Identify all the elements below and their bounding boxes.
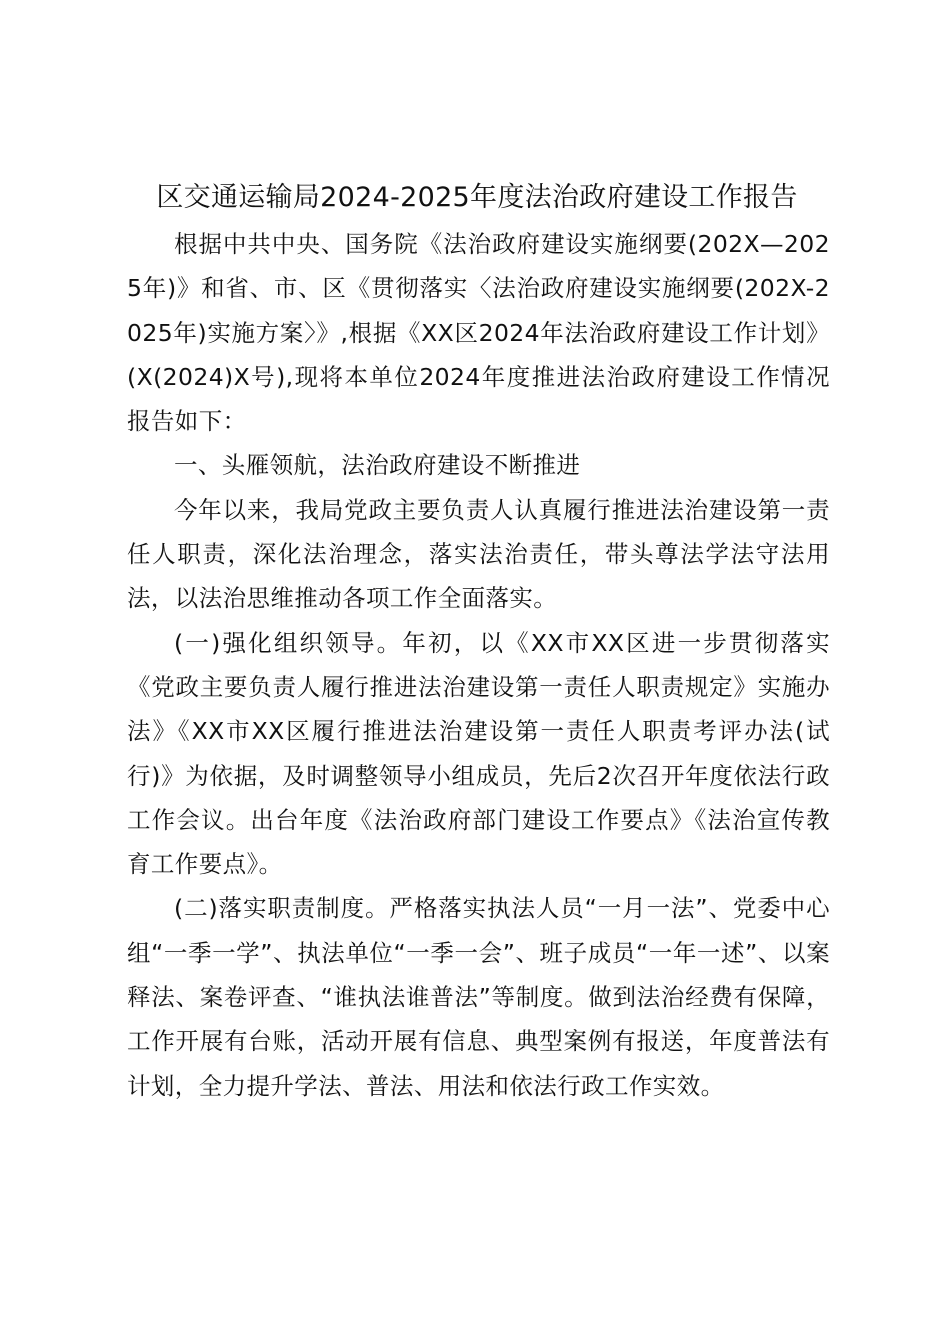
section-1-paragraph: 今年以来，我局党政主要负责人认真履行推进法治建设第一责任人职责，深化法治理念，落实法治责任，带头尊法学法守法用法，以法治思维推动各项工作全面落实。	[127, 495, 830, 613]
section-heading-1: 一、头雁领航，法治政府建设不断推进	[174, 451, 581, 480]
subsection-2-paragraph: (二)落实职责制度。严格落实执法人员“一月一法”、党委中心组“一季一学”、执法单位“一季一会”、班子成员“一年一述”、以案释法、案卷评查、“谁执法谁普法”等制度。做到法治经费有保障，工作开展有台账，活动开展有信息、典型案例有报送，年度普法有计划，全力提升学法、普法、用法和依法行政工作实效。	[127, 894, 830, 1100]
subsection-1-paragraph: (一)强化组织领导。年初，以《XX市XX区进一步贯彻落实《党政主要负责人履行推进法治建设第一责任人职责规定》实施办法》《XX市XX区履行推进法治建设第一责任人职责考评办法(试行)》为依据，及时调整领导小组成员，先后2次召开年度依法行政工作会议。出台年度《法治政府部门建设工作要点》《法治宣传教育工作要点》。	[127, 628, 830, 879]
intro-paragraph: 根据中共中央、国务院《法治政府建设实施纲要(202X—2025年)》和省、市、区《贯彻落实〈法治政府建设实施纲要(202X-2025年)实施方案〉》,根据《XX区2024年法治政府建设工作计划》(X(2024)X号),现将本单位2024年度推进法治政府建设工作情况报告如下：	[127, 230, 830, 436]
document-title: 区交通运输局2024-2025年度法治政府建设工作报告	[156, 182, 798, 213]
document-body	[127, 222, 830, 1108]
